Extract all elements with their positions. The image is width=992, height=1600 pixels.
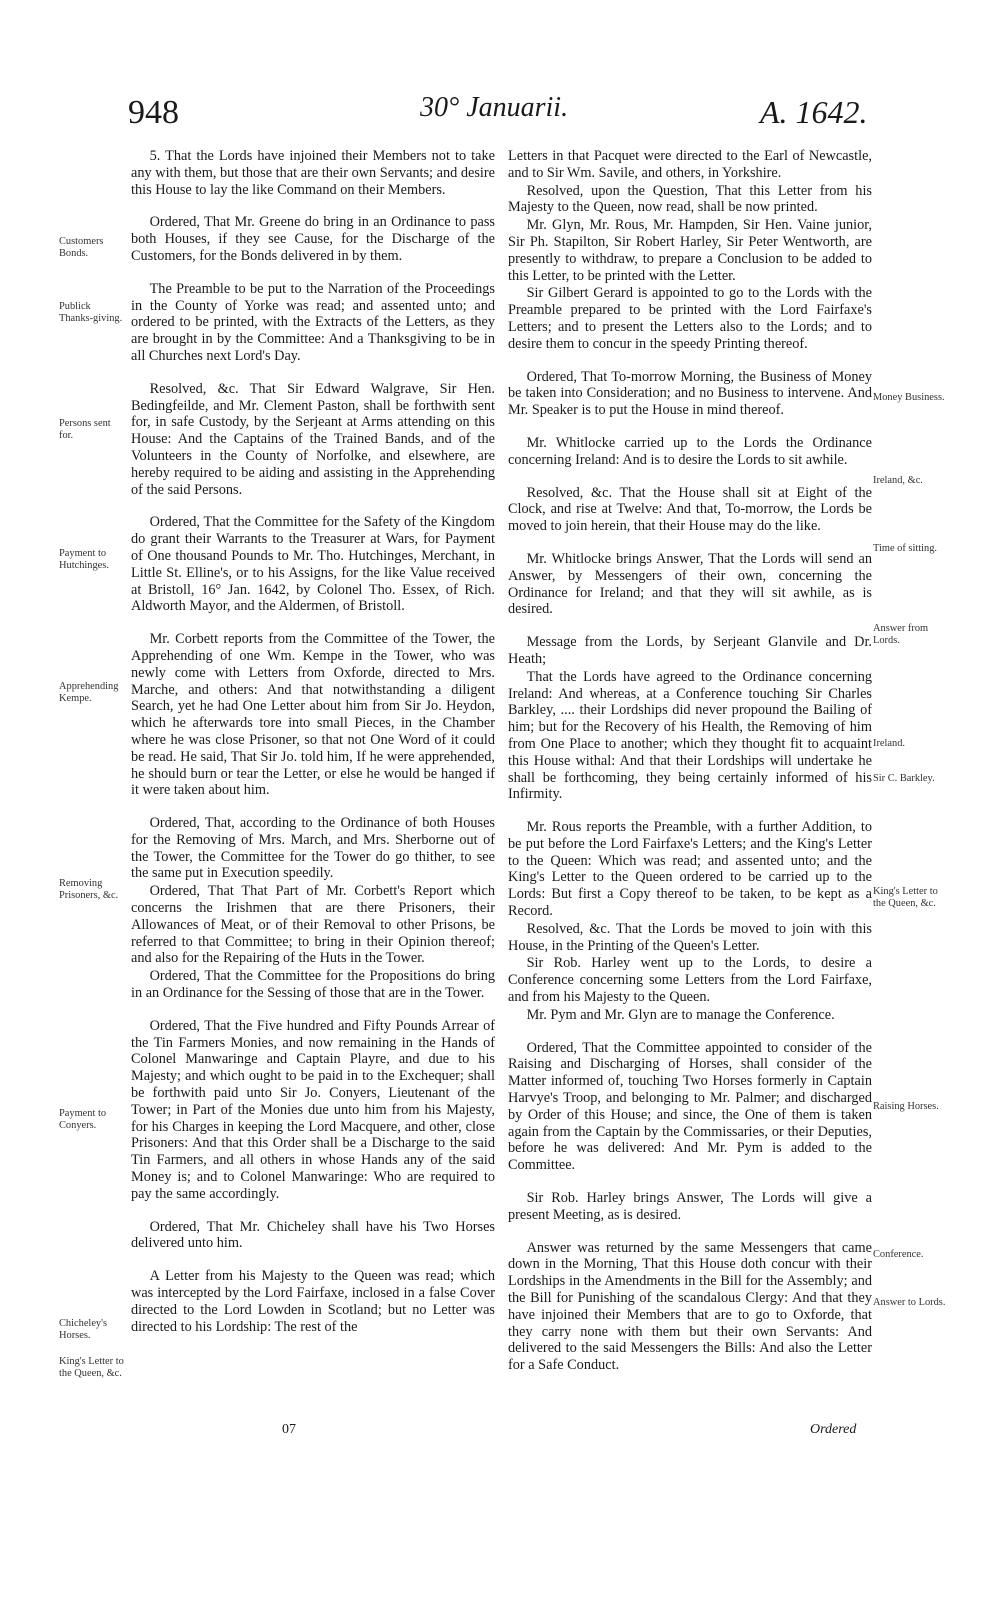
margin-label-right: Answer to Lords. [873, 1297, 946, 1308]
margin-label-left: Apprehending Kempe. [59, 681, 119, 704]
margin-label-left: Persons sent for. [59, 418, 111, 441]
margin-label-right: Time of sitting. [873, 543, 937, 554]
paragraph: Sir Rob. Harley went up to the Lords, to desire a Conference concerning some Letters from the Lord Fairfaxe, and from his Majesty to the Queen. [508, 955, 872, 1006]
margin-label-left: King's Letter to the Queen, &c. [59, 1356, 124, 1379]
paragraph: Ordered, That the Committee appointed to consider of the Raising and Discharging of Horses, shall consider of the Matter informed of, touching Two Horses formerly in Captain Harvye's Troop, and belonging to Mr. Palmer; and discharged by Order of this House; and since, the One of them is taken again from the Captain by the Commissaries, or their Deputies, before he was delivered: And Mr. Pym is added to the Committee. [508, 1039, 872, 1174]
margin-label-right: Sir C. Barkley. [873, 773, 935, 784]
catchword: Ordered [810, 1422, 857, 1437]
margin-label-left: Payment to Conyers. [59, 1108, 107, 1131]
paragraph: 5. That the Lords have injoined their Members not to take any with them, but those that are their own Servants; and desire this House to lay the like Command on their Members. [131, 148, 495, 198]
paragraph: Ordered, That Mr. Greene do bring in an Ordinance to pass both Houses, if they see Cause, for the Discharge of the Customers, for the Bonds delivered in by them. [131, 214, 495, 264]
paragraph: Mr. Glyn, Mr. Rous, Mr. Hampden, Sir Hen. Vaine junior, Sir Ph. Stapilton, Sir Robert Harley, Sir Peter Wentworth, are presently to withdraw, to prepare a Conclusion to be added to this Letter, to be printed with the Letter. [508, 217, 872, 284]
paragraph: Ordered, That That Part of Mr. Corbett's Report which concerns the Irishmen that are there Prisoners, their Allowances of Meat, or of their Removal to other Prisons, be referred to that Committee; to bring in their Opinion thereof; and also for the Repairing of the Huts in the Tower. [131, 883, 495, 967]
page-year: A. 1642. [760, 94, 868, 130]
paragraph: Ordered, That the Five hundred and Fifty Pounds Arrear of the Tin Farmers Monies, and now remaining in the Hands of Colonel Manwaringe and Captain Playre, and due to his Majesty; and which ought to be paid in to the Exchequer; shall be forthwith paid unto Sir Jo. Conyers, Lieutenant of the Tower; in Part of the Monies due unto him from his Majesty, for his Charges in keeping the Lord Macquere, and other, close Prisoners: And that this Order shall be a Discharge to the said Tin Farmers, and all others in whose Hands any of the said Money is; and to Colonel Manwaringe: Who are required to pay the same accordingly. [131, 1017, 495, 1202]
paragraph: Resolved, upon the Question, That this Letter from his Majesty to the Queen, now read, shall be now printed. [508, 182, 872, 216]
paragraph: Letters in that Pacquet were directed to the Earl of Newcastle, and to Sir Wm. Savile, and others, in Yorkshire. [508, 148, 872, 181]
margin-label-right: Raising Horses. [873, 1101, 939, 1112]
paragraph: Ordered, That the Committee for the Safety of the Kingdom do grant their Warrants to the Treasurer at Wars, for Payment of One thousand Pounds to Mr. Tho. Hutchinges, Merchant, in Little St. Elline's, or to his Assigns, for the like Value received at Bristoll, 16° Jan. 1642, by Colonel Tho. Essex, of Rich. Aldworth Mayor, and the Aldermen, of Bristoll. [131, 514, 495, 615]
paragraph: That the Lords have agreed to the Ordinance concerning Ireland: And whereas, at a Conference touching Sir Charles Barkley, .... their Lordships did never propound the Bailing of him; but for the Recovery of his Health, the Removing of him from One Place to another; which they thought fit to acquaint this House withal: And that their Lordships will undertake he shall be forthcoming, they being certainly informed of his Infirmity. [508, 668, 872, 803]
page-number: 948 [128, 94, 179, 131]
paragraph: Mr. Rous reports the Preamble, with a further Addition, to be put before the Lord Fairfaxe's Letters; and the King's Letter to the Queen: Which was read; and assented unto; and the King's Letter to the Queen ordered to be carried up to the Lords: But first a Copy thereof to be taken, to be kept as a Record. [508, 819, 872, 920]
paragraph: Message from the Lords, by Serjeant Glanvile and Dr. Heath; [508, 634, 872, 667]
left-column [131, 148, 495, 1351]
paragraph: Resolved, &c. That the House shall sit at Eight of the Clock, and rise at Twelve: And that, To-morrow, the Lords be moved to join herein, that their House may do the like. [508, 484, 872, 535]
page-date: 30° Januarii. [420, 92, 569, 123]
paragraph: Mr. Whitlocke carried up to the Lords the Ordinance concerning Ireland: And is to desire the Lords to sit awhile. [508, 434, 872, 468]
paragraph: The Preamble to be put to the Narration of the Proceedings in the County of Yorke was read; and assented unto; and ordered to be printed, with the Extracts of the Letters, as they are brought in by the Committee: And a Thanksgiving to be in all Churches next Lord's Day. [131, 280, 495, 364]
margin-label-right: Conference. [873, 1249, 924, 1260]
paragraph: Ordered, That To-morrow Morning, the Business of Money be taken into Consideration; and no Business to intervene. And Mr. Speaker is to put the House in mind thereof. [508, 368, 872, 419]
margin-label-right: King's Letter to the Queen, &c. [873, 886, 938, 909]
margin-label-right: Ireland. [873, 738, 906, 749]
paragraph: Mr. Pym and Mr. Glyn are to manage the Conference. [526, 1006, 835, 1023]
paragraph: Ordered, That the Committee for the Propositions do bring in an Ordinance for the Sessing of those that are in the Tower. [131, 968, 495, 1002]
margin-label-left: Customers Bonds. [59, 236, 104, 259]
paragraph: Sir Gilbert Gerard is appointed to go to the Lords with the Preamble prepared to be printed with the Lord Fairfaxe's Letters; and to present the Letters also to the Lords; and to desire them to concur in the speedy Printing thereof. [508, 285, 872, 352]
paragraph: Resolved, &c. That the Lords be moved to join with this House, in the Printing of the Queen's Letter. [508, 920, 872, 954]
paragraph: A Letter from his Majesty to the Queen was read; which was intercepted by the Lord Fairfaxe, inclosed in a false Cover directed to the Lord Lowden in Scotland; but no Letter was directed to his Lordship: The rest of the [131, 1268, 495, 1335]
paragraph: Sir Rob. Harley brings Answer, The Lords will give a present Meeting, as is desired. [508, 1190, 872, 1223]
paragraph: Answer was returned by the same Messengers that came down in the Morning, That this House doth concur with their Lordships in the Amendments in the Bill for the Assembly; and the Bill for Punishing of the scandalous Clergy: And that they have injoined their Members that are to go to Oxforde, that they carry none with them but their own Servants: And delivered to the said Messengers the Bills: And also the Letter for a Safe Conduct. [508, 1239, 872, 1374]
signature-mark: 07 [282, 1422, 296, 1437]
margin-label-left: Payment to Hutchinges. [59, 548, 109, 571]
paragraph: Ordered, That, according to the Ordinance of both Houses for the Removing of Mrs. March, and Mrs. Sherborne out of the Tower, the Committee for the Tower do go thither, to see the same put in Execution speedily. [131, 815, 495, 882]
paragraph: Ordered, That Mr. Chicheley shall have his Two Horses delivered unto him. [131, 1218, 495, 1252]
margin-label-right: Answer from Lords. [873, 623, 929, 646]
paragraph: Mr. Corbett reports from the Committee of the Tower, the Apprehending of one Wm. Kempe in the Tower, who was newly come with Letters from Oxforde, directed to Mrs. Marche, and others: And that notwithstanding a diligent Search, yet he had One Letter about him from Sir Jo. Heydon, which he afterwards tore into small Pieces, in the Chamber where he was close Prisoner, so that not One Word of it could be read. He said, That Sir Jo. told him, If he were apprehended, he should burn or tear the Letter, or else he would be hanged if it were taken about him. [131, 631, 495, 799]
margin-label-right: Money Business. [873, 392, 945, 403]
right-column [508, 148, 872, 1390]
margin-label-left: Publick Thanks-giving. [59, 301, 123, 324]
margin-label-left: Chicheley's Horses. [59, 1318, 108, 1341]
paragraph: Mr. Whitlocke brings Answer, That the Lords will send an Answer, by Messengers of their own, concerning the Ordinance for Ireland; and that they will sit awhile, as is desired. [508, 550, 872, 618]
margin-label-left: Removing Prisoners, &c. [59, 878, 119, 901]
paragraph: Resolved, &c. That Sir Edward Walgrave, Sir Hen. Bedingfeilde, and Mr. Clement Paston, shall be forthwith sent for, in safe Custody, by the Serjeant at Arms attending on this House: And the Captains of the Trained Bands, and of the Volunteers in the County of Norfolke, and elsewhere, are hereby required to be aiding and assisting in the Apprehending of the said Persons. [131, 380, 495, 498]
margin-label-right: Ireland, &c. [873, 475, 923, 486]
